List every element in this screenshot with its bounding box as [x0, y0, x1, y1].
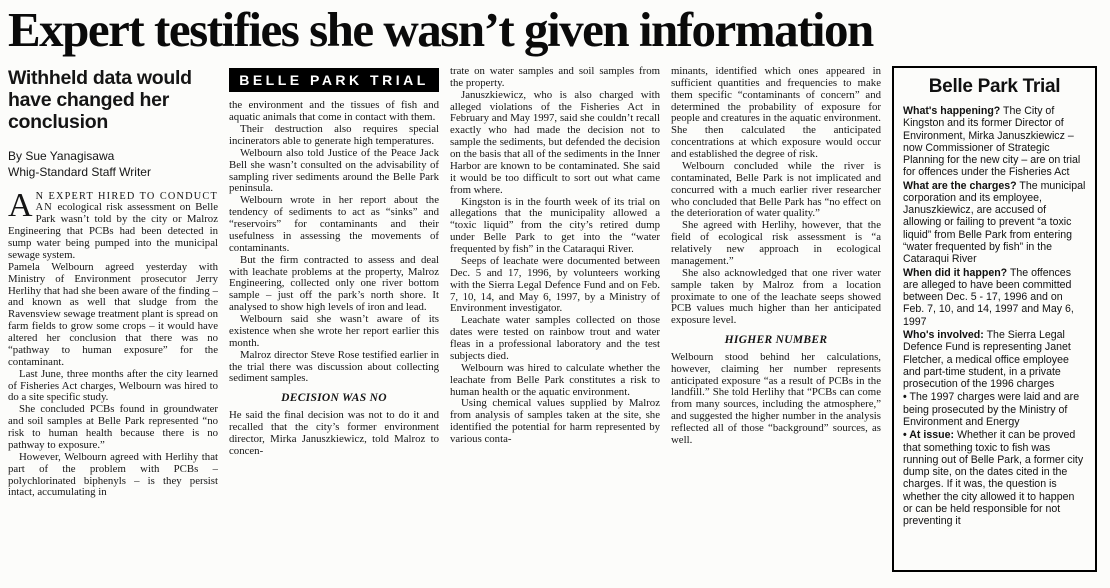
byline-organization: Whig-Standard Staff Writer [8, 164, 151, 179]
fact-box-item-lead: • [903, 391, 907, 404]
paragraph: Welbourn was hired to calculate whether the leachate from Belle Park constitutes a risk to human health or the aquatic environment. [450, 361, 660, 398]
fact-box-item [903, 391, 1086, 428]
paragraph: However, Welbourn agreed with Herlihy that part of the problem with PCBs – polychlorinated biphenyls – is they persist intact, accumulating in [8, 450, 218, 499]
fact-box-item [903, 267, 1086, 328]
paragraph: But the firm contracted to assess and deal with leachate problems at the property, Malroz Engineering, collected only one river bottom sample – just off the park’s north shore. It analysed to show high levels of iron and lead. [229, 253, 439, 314]
article-body [8, 66, 1102, 572]
paragraph: Welbourn wrote in her report about the tendency of sediments to act as “sinks” and “reservoirs” for contaminants and their usefulness in assessing the movements of contaminants. [229, 194, 439, 254]
article-column-2 [229, 66, 439, 572]
paragraph: Using chemical values supplied by Malroz from analysis of samples taken at the site, she identified the potential for harm represented by various conta- [450, 397, 660, 446]
lead-caps-text: N EXPERT HIRED TO CONDUCT AN [35, 190, 218, 214]
paragraph: Welbourn concluded while the river is contaminated, Belle Park is not implicated and concurred with a much earlier river researcher who concluded that Belle Park has “no effect on the deterioration of water quality.” [671, 159, 881, 220]
headline: Expert testifies she wasn’t given information [8, 2, 873, 57]
article-column-3 [450, 66, 660, 572]
paragraph: minants, identified which ones appeared in sufficient quantities and frequencies to make them specific “contaminants of concern” and determined the probability of exposure for people and creatures in the aquatic environment. She then calculated the anticipated concentrations at which exposure would occur and established the degree of risk. [671, 65, 881, 161]
drop-cap: A [8, 186, 33, 224]
fact-box-item-lead: • At issue: [903, 429, 954, 442]
fact-box-item [903, 105, 1086, 179]
fact-box-item-lead: What's happening? [903, 104, 1001, 117]
subhead-higher-number: HIGHER NUMBER [724, 334, 828, 347]
article-column-4 [671, 66, 881, 572]
paragraph: Welbourn said she wasn’t aware of its existence when she wrote her report earlier this month. [229, 313, 439, 349]
fact-box-title: Belle Park Trial [928, 75, 1061, 97]
paragraph: Kingston is in the fourth week of its trial on allegations that the municipality allowed a “toxic liquid” from the city’s retired dump under Belle Park to get into the “water frequented by fish” in the Cataraqui River. [450, 195, 660, 256]
column4-paragraphs-after [671, 352, 881, 447]
article-column-1 [8, 66, 218, 572]
column4-paragraphs-before [671, 66, 881, 327]
fact-box [892, 66, 1097, 572]
fact-box-item-lead: Who's involved: [903, 329, 984, 341]
fact-box-item-lead: When did it happen? [903, 266, 1008, 279]
lead-paragraph [8, 186, 218, 262]
column2-paragraphs-before [229, 100, 439, 385]
fact-box-item [903, 180, 1086, 266]
fact-box-item-text: The offences are alleged to have been committed between Dec. 5 - 17, 1996 and on Feb. 7, 10, and 14, 1997 and May 6, 1997 [903, 266, 1074, 328]
subheadline: Withheld data would have changed her conclusion [8, 66, 192, 133]
paragraph: He said the final decision was not to do it and recalled that the city’s former environment director, Mirka Januszkiewicz, told Malroz to concen- [229, 408, 439, 457]
subhead-decision-was-no: DECISION WAS NO [281, 392, 387, 405]
paragraph: Welbourn stood behind her calculations, however, claiming her number represents anticipated exposure “as a result of PCBs in the landfill.” She told Herlihy that “PCBs can come from many sources, including the atmosphere,” and suggested the higher number in the analysis reflected all of those “background” sources, as well. [671, 350, 881, 446]
paragraph: Leachate water samples collected on those dates were tested on rainbow trout and water fleas in a professional laboratory and the test subjects died. [450, 314, 660, 362]
fact-box-item-text: Whether it can be proved that something toxic to fish was running out of Belle Park, a former city dump site, on the dates cited in the charges. If it was, the question is whether the city allowed it to happen or can be held responsible for not preventing it [903, 429, 1084, 528]
paragraph: Januszkiewicz, who is also charged with alleged violations of the Fisheries Act in February and May 1997, said she couldn’t recall exactly who had made the decision not to sample the sediments, but defended the decision on the basis that all of the sediments in the Inner Harbor are known to be contaminated. She said it would be too difficult to sort out what came from where. [450, 88, 660, 196]
byline-author: By Sue Yanagisawa [8, 149, 115, 164]
paragraph: Last June, three months after the city learned of Fisheries Act charges, Welbourn was hired to do a site specific study. [8, 367, 218, 404]
fact-box-item-text: The Sierra Legal Defence Fund is representing Janet Fletcher, a medical office employee and part-time student, in a private prosecution of the 1996 charges [903, 329, 1071, 391]
fact-box-items [903, 105, 1086, 528]
fact-box-item [903, 429, 1086, 527]
fact-box-item-lead: What are the charges? [903, 179, 1017, 192]
paragraph: the environment and the tissues of fish and aquatic animals that come in contact with them. [229, 99, 439, 124]
fact-box-item-text: The 1997 charges were laid and are being prosecuted by the Ministry of Environment and Energy [903, 391, 1080, 428]
fact-box-item [903, 329, 1086, 390]
paragraph: She also acknowledged that one river water sample taken by Malroz from a location proximate to one of the leachate seeps showed PCB values much higher than her anticipated exposure level. [671, 266, 881, 327]
paragraph: Their destruction also requires special incinerators able to generate high temperatures. [229, 123, 439, 147]
column1-paragraphs [8, 262, 218, 500]
byline [8, 149, 218, 180]
paragraph: She concluded PCBs found in groundwater and soil samples at Belle Park represented “no risk to human health because there is no pathway to exposure.” [8, 403, 218, 451]
paragraph: Seeps of leachate were documented between Dec. 5 and 17, 1996, by volunteers working with the Sierra Legal Defence Fund and on Feb. 7, 10, 14, and May 6, 1997, by a Ministry of Environment investigator. [450, 254, 660, 315]
paragraph: She agreed with Herlihy, however, that the field of ecological risk assessment is “a relatively new approach in ecological management.” [671, 219, 881, 267]
paragraph: Welbourn also told Justice of the Peace Jack Bell she wasn’t consulted on the advisability of sampling river sediments around the Belle Park peninsula. [229, 146, 439, 195]
section-banner: BELLE PARK TRIAL [229, 68, 439, 92]
fact-box-item-text: The municipal corporation and its employee, Januszkiewicz, are accused of allowing or failing to prevent “a toxic liquid” from Belle Park from entering “water frequented by fish” in the Cataraqui River [903, 179, 1086, 266]
paragraph: Pamela Welbourn agreed yesterday with Ministry of Environment prosecutor Jerry Herlihy that had she been aware of the finding – and known as well that sludge from the Ravensview sewage treatment plant is spread on farm fields to grow some crops – it would have altered her conclusion that there was no “pathway to human exposure” for the contaminant. [8, 260, 218, 368]
fact-box-item-text: The City of Kingston and its former Director of Environment, Mirka Januszkiewicz – now Commissioner of Strategic Planning for the new city – are on trial for offences under the Fisheries Act [903, 104, 1081, 179]
paragraph: Malroz director Steve Rose testified earlier in the trial there was discussion about collecting sediment samples. [229, 348, 439, 385]
column3-paragraphs [450, 66, 660, 446]
column2-paragraphs-after [229, 410, 439, 458]
paragraph: trate on water samples and soil samples from the property. [450, 65, 660, 89]
lead-rest-text: ecological risk assessment on Belle Park wasn’t told by the city or Malroz Engineering that PCBs had been detected in sump water being pumped into the municipal sewage system. [8, 201, 218, 261]
